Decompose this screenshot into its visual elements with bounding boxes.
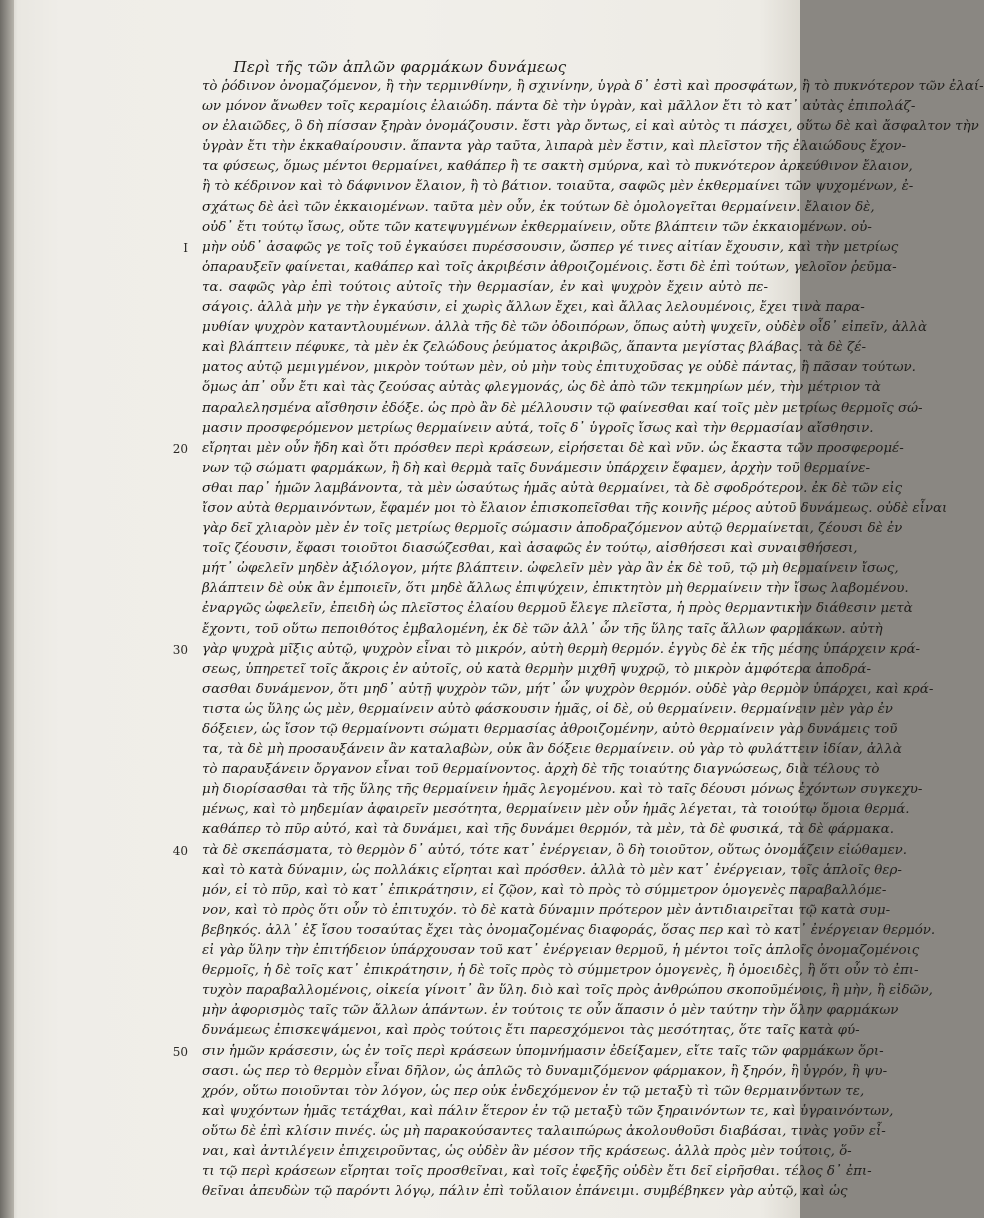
text-line: δυνάμεως ἐπισκεψάμενοι, καὶ πρὸς τούτοις ἔτι παρεσχόμενοι τὰς μεσότητας, ὅτε ταῖς κατὰ φύ- [202, 1023, 860, 1039]
text-line: τυχὸν παραβαλλομένοις, οἰκεία γίνοιτ᾽ ἂν ὕλη. διὸ καὶ τοῖς πρὸς ἀνθρώπου σκοποῦμένοις, ἢ μὴν, ἢ εἰδῶν, [202, 983, 933, 999]
text-line: τιστα ὡς ὕλης ὡς μὲν, θερμαίνειν αὐτὸ φάσκουσιν ἡμᾶς, οἱ δὲ, οὐ θερμαίνειν. θερμαίνειν μὲν γὰρ ἐν [202, 701, 893, 717]
text-line: μὴν οὐδ᾽ ἀσαφῶς γε τοῖς τοῦ ἐγκαύσει πυρέσσουσιν, ὥσπερ γέ τινες αἰτίαν ἔχουσιν, καὶ τὴν μετρίως [202, 239, 899, 255]
text-line: εἴρηται μὲν οὖν ἤδη καὶ ὅτι πρόσθεν περὶ κράσεων, εἰρήσεται δὲ καὶ νῦν. ὡς ἔκαστα τῶν προσφερομέ- [202, 440, 904, 456]
text-line: μόν, εἰ τὸ πῦρ, καὶ τὸ κατ᾽ ἐπικράτησιν, εἰ ζῷον, καὶ τὸ πρὸς τὸ σύμμετρον ὁμογενὲς παραβαλλόμε- [202, 882, 887, 898]
text-line: ἴσον αὐτὰ θερμαινόντων, ἔφαμέν μοι τὸ ἔλαιον ἐπισκοπεῖσθαι τῆς κοινῆς μέρος αὐτοῦ δυνάμεως. οὐδὲ εἶναι [202, 500, 948, 516]
text-line: σιν ἡμῶν κράσεσιν, ὡς ἐν τοῖς περὶ κράσεων ὑπομνήμασιν ἐδείξαμεν, εἴτε ταῖς τῶν φαρμάκων ὅρι- [202, 1043, 884, 1059]
text-line: μασιν προσφερόμενον μετρίως θερμαίνειν αὐτά, τοῖς δ᾽ ὑγροῖς ἴσως καὶ τὴν θερμασίαν αἴσθησιν. [202, 420, 874, 436]
text-line: χρόν, οὕτω ποιοῦνται τὸν λόγον, ὡς περ οὐκ ἐνδεχόμενον ἐν τῷ μεταξὺ τὶ τῶν θερμαινόντων τε, [202, 1083, 865, 1099]
text-line: καθάπερ τὸ πῦρ αὐτό, καὶ τὰ δυνάμει, καὶ τῆς δυνάμει θερμόν, τὰ μὲν, τὰ δὲ φυσικά, τὰ δὲ φάρμακα. [202, 822, 894, 838]
text-line: νων τῷ σώματι φαρμάκων, ἢ δὴ καὶ θερμὰ ταῖς δυνάμεσιν ὑπάρχειν ἔφαμεν, ἀρχὴν τοῦ θερμαίνε- [202, 460, 870, 476]
text-line: θερμοῖς, ἡ δὲ τοῖς κατ᾽ ἐπικράτησιν, ἡ δὲ τοῖς πρὸς τὸ σύμμετρον ὁμογενὲς, ἢ ὁμοειδὲς, ἢ ὅτι οὖν τὸ ἐπι- [202, 963, 919, 979]
text-line: βεβηκός. ἀλλ᾽ ἐξ ἴσου τοσαύτας ἔχει τὰς ὀνομαζομένας διαφοράς, ὅσας περ καὶ τὸ κατ᾽ ἐνέργειαν θερμόν. [202, 922, 936, 938]
text-line: ὑγρὰν ἔτι τὴν ἐκκαθαίρουσιν. ἅπαντα γὰρ ταῦτα, λιπαρὰ μὲν ἔστιν, καὶ πλεῖστον τῆς ἐλαιώδους ἔχον- [202, 139, 906, 155]
text-line: δόξειεν, ὡς ἴσον τῷ θερμαίνοντι σώματι θερμασίας ἀθροιζομένην, αὐτὸ θερμαίνειν γὰρ δυνάμεις τοῦ [202, 722, 898, 737]
text-line: ὁπαραυξεῖν φαίνεται, καθάπερ καὶ τοῖς ἀκριβέσιν ἀθροιζομένοις. ἔστι δὲ ἐπὶ τούτων, γελοῖον ῥεῦμα- [202, 259, 897, 275]
text-line: οὕτω δὲ ἐπὶ κλίσιν πινές. ὡς μὴ παρακούσαντες ταλαιπώρως ἀκολουθοῦσι διαβάσαι, τινὰς γοῦν εἶ- [202, 1123, 886, 1139]
text-line: γὰρ δεῖ χλιαρὸν μὲν ἐν τοῖς μετρίως θερμοῖς σώμασιν ἀποδραζόμενον αὐτῷ θερμαίνεται, ζέουσι δὲ ἐν [202, 521, 903, 537]
margin-line-number: 50 [172, 1044, 188, 1059]
text-line: τὸ ῥόδινον ὀνομαζόμενον, ἢ τὴν τερμινθίνην, ἢ σχινίνην, ὑγρὰ δ᾽ ἐστὶ καὶ προσφάτων, ἢ τὸ πυκνότερον τῶν ἐλαί- [202, 79, 984, 94]
margin-line-number: I [183, 240, 188, 255]
text-line: τὸ παραυξάνειν ὄργανον εἶναι τοῦ θερμαίνοντος. ἀρχὴ δὲ τῆς τοιαύτης διαγνώσεως, διὰ τέλους τὸ [202, 762, 880, 778]
margin-line-number: 40 [172, 843, 188, 858]
text-line: σασθαι δυνάμενον, ὅτι μηδ᾽ αὐτῇ ψυχρὸν τῶν, μήτ᾽ ὧν ψυχρὸν θερμόν. οὐδὲ γὰρ θερμὸν ὑπάρχει, καὶ κρά- [202, 681, 934, 697]
text-line: τὰ δὲ σκεπάσματα, τὸ θερμὸν δ᾽ αὐτό, τότε κατ᾽ ἐνέργειαν, ὃ δὴ τοιοῦτον, οὕτως ὀνομάζειν εἰώθαμεν. [202, 842, 908, 858]
text-line: εἰ γὰρ ὕλην τὴν ἐπιτήδειον ὑπάρχουσαν τοῦ κατ᾽ ἐνέργειαν θερμοῦ, ἡ μέντοι τοῖς ἁπλοῖς ὀνομαζομένοις [202, 943, 920, 959]
text-line: καὶ βλάπτειν πέφυκε, τὰ μὲν ἐκ ζελώδους ῥεύματος ἀκριβῶς, ἅπαντα μεγίστας βλάβας. τὰ δὲ ζέ- [202, 340, 866, 356]
text-line: καὶ τὸ κατὰ δύναμιν, ὡς πολλάκις εἴρηται καὶ πρόσθεν. ἀλλὰ τὸ μὲν κατ᾽ ἐνέργειαν, τοῖς ἁπλοῖς θερ- [202, 862, 902, 878]
text-line: τι τῷ περὶ κράσεων εἴρηται τοῖς προσθεῖναι, καὶ τοῖς ἐφεξῆς οὐδὲν ἔτι δεῖ εἰρῆσθαι. τέλος δ᾽ ἐπι- [202, 1164, 872, 1180]
text-line: τα. σαφῶς γὰρ ἐπὶ τούτοις αὐτοῖς τὴν θερμασίαν, ἐν καὶ ψυχρὸν ἔχειν αὐτὸ πε- [202, 279, 768, 295]
text-line: ον ἐλαιῶδες, ὃ δὴ πίσσαν ξηρὰν ὀνομάζουσιν. ἔστι γὰρ ὄντως, εἰ καὶ αὐτὸς τι πάσχει, οὕτω δὲ καὶ ἄσφαλτον τὴν [202, 119, 979, 135]
text-line: σθαι παρ᾽ ἡμῶν λαμβάνοντα, τὰ μὲν ὡσαύτως ἡμᾶς αὐτὰ θερμαίνει, τὰ δὲ σφοδρότερον. ἐκ δὲ τῶν εἰς [202, 480, 903, 496]
text-line: οὐδ᾽ ἔτι τούτῳ ἴσως, οὔτε τῶν κατεψυγμένων ἐκθερμαίνειν, οὔτε βλάπτειν τῶν ἐκκαιομένων. οὐ- [202, 219, 872, 235]
text-line: ἢ τὸ κέδρινον καὶ τὸ δάφνινον ἔλαιον, ἢ τὸ βάτιον. τοιαῦτα, σαφῶς μὲν ἐκθερμαίνει τῶν ψυχομένων, ἐ- [202, 179, 914, 195]
text-line: τα, τὰ δὲ μὴ προσαυξάνειν ἂν καταλαβὼν, οὐκ ἂν δόξειε θερμαίνειν. οὐ γὰρ τὸ φυλάττειν ἰδίαν, ἀλλὰ [202, 742, 902, 758]
text-line: ματος αὐτῷ μεμιγμένον, μικρὸν τούτων μὲν, οὐ μὴν τοὺς ἐπιτυχοῦσας γε οὐδὲ πάντας, ἢ πᾶσαν τούτων. [202, 360, 916, 376]
body-text [202, 77, 984, 1202]
text-line: γὰρ ψυχρὰ μῖξις αὐτῷ, ψυχρὸν εἶναι τὸ μικρόν, αὐτὴ θερμὴ θερμόν. ἐγγὺς δὲ ἐκ τῆς μέσης ὑπάρχειν κρά- [202, 641, 921, 657]
margin-line-number: 30 [172, 642, 188, 657]
text-line: καὶ ψυχόντων ἡμᾶς τετάχθαι, καὶ πάλιν ἕτερον ἐν τῷ μεταξὺ τῶν ξηραινόντων τε, καὶ ὑγραινόντων, [202, 1103, 894, 1119]
text-line: ἔχοντι, τοῦ οὕτω πεποιθότος ἐμβαλομένη, ἐκ δὲ τῶν ἀλλ᾽ ὧν τῆς ὕλης ταῖς ἄλλων φαρμάκων. αὐτὴ [202, 621, 883, 637]
text-line: μυθίαν ψυχρὸν καταντλουμένων. ἀλλὰ τῆς δὲ τῶν ὀδοιπόρων, ὅπως αὐτὴ ψυχεῖν, οὐδὲν οἶδ᾽ εἰπεῖν, ἀλλὰ [202, 320, 928, 336]
text-line: τα φύσεως, ὅμως μέντοι θερμαίνει, καθάπερ ἢ τε σακτὴ σμύρνα, καὶ τὸ πυκνότερον ἀρκεύθινον ἔλαιον, [202, 159, 913, 175]
text-line: σάγοις. ἀλλὰ μὴν γε τὴν ἐγκαύσιν, εἰ χωρὶς ἄλλων ἔχει, καὶ ἄλλας λελουμένοις, ἔχει τινὰ παρα- [202, 300, 865, 316]
text-line: ὅμως ἀπ᾽ οὖν ἔτι καὶ τὰς ζεούσας αὐτὰς φλεγμονάς, ὡς δὲ ἀπὸ τῶν τεκμηρίων μέν, τὴν μέτριον τὰ [202, 380, 881, 396]
text-line: ων μόνον ἄνωθεν τοῖς κεραμίοις ἐλαιώδη. πάντα δὲ τὴν ὑγρὰν, καὶ μᾶλλον ἔτι τὸ κατ᾽ αὐτὰς ἐπιπολάζ- [202, 99, 916, 115]
text-line: παραλελησμένα αἴσθησιν ἐδόξε. ὡς πρὸ ἂν δὲ μέλλουσιν τῷ φαίνεσθαι καί τοῖς μὲν μετρίως θερμοῖς σώ- [202, 400, 923, 416]
margin-line-number: 20 [172, 441, 188, 456]
text-line: μὴ διορίσασθαι τὰ τῆς ὕλης τῆς θερμαίνειν ἡμᾶς λεγομένου. καὶ τὸ ταῖς δέουσι μόνως ἐχόντων συγκεχυ- [202, 782, 923, 798]
text-line: νον, καὶ τὸ πρὸς ὅτι οὖν τὸ ἐπιτυχόν. τὸ δὲ κατὰ δύναμιν πρότερον μὲν ἀντιδιαιρεῖται τῷ κατὰ συμ- [202, 902, 891, 918]
text-line: σχάτως δὲ ἀεὶ τῶν ἐκκαιομένων. ταῦτα μὲν οὖν, ἐκ τούτων δὲ ὁμολογεῖται θερμαίνειν. ἔλαιον δὲ, [202, 199, 875, 215]
text-line: ἐναργῶς ὠφελεῖν, ἐπειδὴ ὡς πλεῖστος ἐλαίου θερμοῦ ἔλεγε πλεῖστα, ἡ πρὸς θερμαντικὴν διάθεσιν μετὰ [202, 601, 913, 617]
text-line: σασι. ὡς περ τὸ θερμὸν εἶναι δῆλον, ὡς ἁπλῶς τὸ δυναμιζόμενον φάρμακον, ἢ ξηρόν, ἢ ὑγρόν, ἢ ψυ- [202, 1063, 888, 1079]
text-line: τοῖς ζέουσιν, ἔφασι τοιοῦτοι διασώζεσθαι, καὶ ἀσαφῶς ἐν τούτῳ, αἰσθήσεσι καὶ συναισθήσεσι, [202, 541, 858, 557]
text-line: μένως, καὶ τὸ μηδεμίαν ἀφαιρεῖν μεσότητα, θερμαίνειν μὲν οὖν ἡμᾶς λέγεται, τὰ τοιούτῳ ὅμοια θερμά. [202, 802, 910, 818]
running-head: Περὶ τῆς τῶν ἁπλῶν φαρμάκων δυνάμεως [233, 58, 567, 76]
book-spine-shadow [0, 0, 14, 1218]
text-line: θεῖναι ἀπευδὼν τῷ παρόντι λόγῳ, πάλιν ἐπὶ τοὔλαιον ἐπάνειμι. συμβέβηκεν γὰρ αὐτῷ, καὶ ὡς [202, 1184, 848, 1200]
text-line: μὴν ἀφορισμὸς ταῖς τῶν ἄλλων ἁπάντων. ἐν τούτοις τε οὖν ἅπασιν ὁ μὲν ταύτην τὴν ὅλην φαρμάκων [202, 1003, 899, 1019]
text-line: σεως, ὑπηρετεῖ τοῖς ἄκροις ἐν αὐτοῖς, οὐ κατὰ θερμὴν μιχθῆ ψυχρῷ, τὸ μικρὸν ἀμφότερα ἀποδρά- [202, 661, 871, 677]
text-line: μήτ᾽ ὠφελεῖν μηδὲν ἀξιόλογον, μήτε βλάπτειν. ὠφελεῖν μὲν γὰρ ἂν ἐκ δὲ τοῦ, τῷ μὴ θερμαίνειν ἴσως, [202, 561, 899, 577]
text-line: βλάπτειν δὲ οὐκ ἂν ἐμποιεῖν, ὅτι μηδὲ ἄλλως ἐπιψύχειν, ἐπικτητὸν μὴ θερμαίνειν τὴν ἴσως λαβομένου. [202, 581, 909, 597]
text-line: ναι, καὶ ἀντιλέγειν ἐπιχειροῦντας, ὡς οὐδὲν ἂν μέσον τῆς κράσεως. ἀλλὰ πρὸς μὲν τούτοις, ὅ- [202, 1143, 852, 1159]
